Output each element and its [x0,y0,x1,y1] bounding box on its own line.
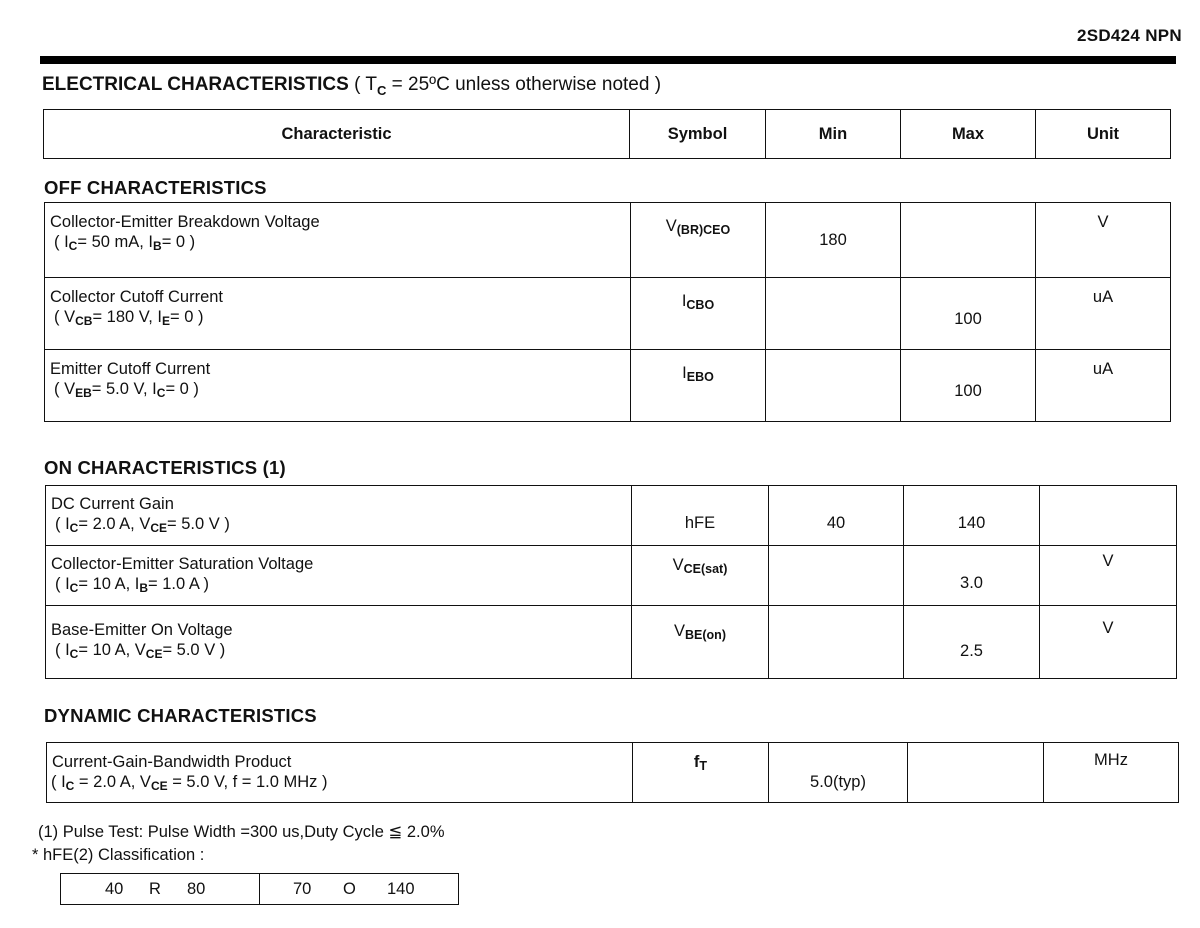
unit-cell [1036,278,1171,350]
characteristic-name: DC Current Gain [51,495,174,513]
hfe-classification-table [60,873,459,905]
table-row [47,743,1179,803]
symbol: $I_{EBO}$ [682,364,714,384]
symbol: $V_{BE(on)}$ [674,622,726,642]
pulse-test-note: (1) Pulse Test: Pulse Width =300 us,Duty Cycle ≦ 2.0% [38,823,445,841]
characteristic-cell [45,278,631,350]
condition-open: ( T [354,74,377,95]
min-cell [766,350,901,422]
col-unit: Unit [1036,110,1171,159]
max-cell [904,486,1040,546]
max-cell [908,743,1044,803]
min-cell [769,486,904,546]
header-rule [40,56,1176,64]
col-symbol: Symbol [630,110,766,159]
table-row [45,278,1171,350]
symbol-cell [631,203,766,278]
characteristic-name: Emitter Cutoff Current [50,360,211,378]
test-condition: ( $I_C= 2.0$ A, $V_{CE}= 5.0$ V ) [55,515,230,535]
table-row [46,546,1177,606]
test-condition: ( $I_C = 2.0$ A, $V_{CE} = 5.0$ V, f = 1.0 MHz ) [51,773,328,793]
min-value: 5.0(typ) [810,773,866,791]
min-cell [769,743,908,803]
symbol: $I_{CBO}$ [681,292,715,312]
max-value: 3.0 [960,574,983,592]
characteristic-cell [46,486,632,546]
on-characteristics-table [45,485,1177,679]
unit-cell [1044,743,1179,803]
table-row [45,350,1171,422]
characteristic-name: Collector Cutoff Current [50,288,224,306]
hfe-classification-label: * hFE(2) Classification : [32,846,205,864]
characteristic-cell [46,606,632,679]
col-min: Min [766,110,901,159]
col-max: Max [901,110,1036,159]
symbol: $f_T$ [693,753,708,773]
min-value: 180 [819,231,847,249]
condition-rest: = 25ºC unless otherwise noted ) [391,74,662,95]
max-value: 140 [957,514,986,532]
part-number: 2SD424 NPN [1076,26,1182,45]
max-cell [904,606,1040,679]
test-condition: ( $V_{CB}= 180$ V, $I_E= 0$ ) [54,308,204,328]
symbol-cell [631,278,766,350]
off-characteristics-table [44,202,1171,422]
electrical-characteristics-title [42,74,661,98]
characteristic-cell [47,743,633,803]
unit-cell [1040,546,1177,606]
min-cell [766,278,901,350]
unit-value: V [1102,619,1114,637]
test-condition: ( $I_C= 50$ mA, $I_B= 0$ ) [54,233,196,253]
on-characteristics-title: ON CHARACTERISTICS (1) [44,457,286,478]
column-header-table [43,109,1171,159]
min-cell [769,546,904,606]
class-high: 80 [187,879,206,898]
test-condition: ( $I_C= 10$ A, $I_B= 1.0$ A ) [55,575,210,595]
col-characteristic: Characteristic [44,110,630,159]
class-cell-r [61,874,260,905]
unit-cell [1040,606,1177,679]
max-value: 100 [954,382,982,400]
unit-value: V [1102,552,1114,570]
class-low: 40 [105,879,124,898]
characteristic-cell [45,203,631,278]
characteristic-cell [45,350,631,422]
symbol-cell [631,350,766,422]
min-cell [766,203,901,278]
max-cell [901,203,1036,278]
class-low: 70 [293,879,312,898]
symbol: $V_{(BR)CEO}$ [665,217,731,237]
unit-value: uA [1092,360,1114,378]
characteristic-cell [46,546,632,606]
unit-value: uA [1092,288,1114,306]
characteristic-name: Collector-Emitter Breakdown Voltage [50,213,320,231]
characteristic-name: Current-Gain-Bandwidth Product [52,753,292,771]
characteristic-name: Collector-Emitter Saturation Voltage [51,555,314,573]
test-condition: ( $I_C= 10$ A, $V_{CE}= 5.0$ V ) [55,641,226,661]
symbol: hFE [684,514,716,532]
characteristic-name: Base-Emitter On Voltage [51,621,233,639]
off-characteristics-title: OFF CHARACTERISTICS [44,177,267,198]
unit-value: MHz [1094,751,1128,769]
unit-cell [1036,203,1171,278]
unit-value: V [1097,213,1109,231]
condition-sub: C [376,82,387,98]
max-value: 2.5 [960,642,983,660]
max-cell [904,546,1040,606]
min-cell [769,606,904,679]
table-row [45,203,1171,278]
symbol-cell [632,486,769,546]
class-rank: R [149,879,161,898]
class-rank: O [343,879,356,898]
test-condition: ( $V_{EB}= 5.0$ V, $I_C= 0$ ) [54,380,199,400]
max-value: 100 [954,310,982,328]
max-cell [901,278,1036,350]
symbol-cell [632,606,769,679]
symbol-cell [632,546,769,606]
table-row [46,486,1177,546]
min-value: 40 [826,514,846,532]
class-high: 140 [387,879,415,898]
table-row [46,606,1177,679]
unit-cell [1036,350,1171,422]
max-cell [901,350,1036,422]
dynamic-characteristics-table [46,742,1179,803]
symbol: $V_{CE(sat)}$ [672,556,728,576]
symbol-cell [633,743,769,803]
dynamic-characteristics-title: DYNAMIC CHARACTERISTICS [44,705,317,726]
class-cell-o [260,874,459,905]
electrical-title-text: ELECTRICAL CHARACTERISTICS [42,74,349,95]
unit-cell [1040,486,1177,546]
electrical-condition [354,74,662,98]
